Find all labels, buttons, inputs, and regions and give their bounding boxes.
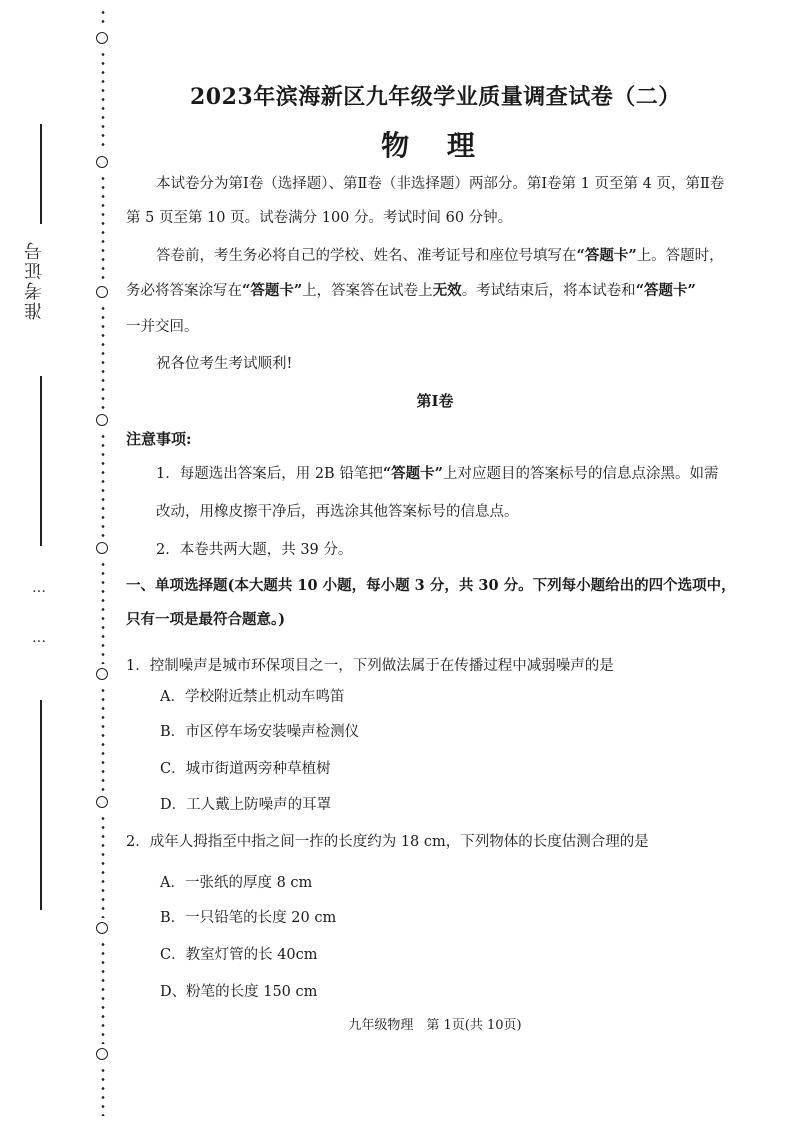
page-footer: 九年级物理 第 1页(共 10页): [348, 1018, 522, 1033]
intro-line-2: 第 5 页至第 10 页。试卷满分 100 分。考试时间 60 分钟。: [126, 210, 513, 226]
notice-1-cont: 改动，用橡皮擦干净后，再选涂其他答案标号的信息点。: [156, 504, 519, 520]
question-2-option-a: A．一张纸的厚度 8 cm: [160, 875, 313, 891]
binding-hole: [96, 156, 108, 168]
section1-heading: 一、单项选择题(本大题共 10 小题，每小题 3 分，共 30 分。下列每小题给出的四个选项中，: [126, 577, 736, 594]
dotted-line: [100, 940, 106, 1044]
notice-1: [126, 456, 768, 492]
margin-mark: …: [32, 630, 46, 646]
binding-hole: [96, 414, 108, 426]
school-underline: [40, 700, 42, 910]
part1-heading: 第Ⅰ卷: [416, 392, 454, 410]
binding-hole: [96, 1048, 108, 1060]
wish-line: 祝各位考生考试顺利!: [156, 356, 293, 372]
question-2-stem: 2．成年人拇指至中指之间一拃的长度约为 18 cm，下列物体的长度估测合理的是: [126, 834, 649, 850]
intro-text: 务必将答案涂写在: [126, 283, 242, 299]
section1-heading-cont: 只有一项是最符合题意。): [126, 611, 286, 628]
question-2-option-c: C．教室灯管的长 40cm: [160, 947, 318, 963]
binding-margin: [96, 0, 110, 1123]
exam-title: 2023年滨海新区九年级学业质量调查试卷（二）: [190, 84, 681, 110]
candidate-number-underline: [40, 124, 42, 224]
question-1-option-a: A．学校附近禁止机动车鸣笛: [160, 689, 345, 705]
answer-card-term: “答题卡”: [635, 282, 696, 299]
dotted-line: [100, 432, 106, 538]
dotted-line: [100, 560, 106, 664]
notice-text: 1．每题选出答案后，用 2B 铅笔把: [156, 466, 383, 482]
question-2-option-b: B．一只铅笔的长度 20 cm: [160, 910, 337, 926]
binding-hole: [96, 668, 108, 680]
answer-card-term: “答题卡”: [576, 247, 637, 264]
margin-mark: …: [32, 580, 46, 596]
intro-line-3: [126, 238, 768, 274]
question-2-option-d: D、粉笔的长度 150 cm: [160, 984, 318, 1000]
intro-text: 。考试结束后，将本试卷和: [461, 283, 636, 299]
intro-text: 答卷前，考生务必将自己的学校、姓名、准考证号和座位号填写在: [156, 248, 577, 264]
binding-hole: [96, 542, 108, 554]
dotted-line: [100, 304, 106, 410]
intro-text: 上。答题时，: [636, 248, 724, 264]
intro-line-1: 本试卷分为第Ⅰ卷（选择题）、第Ⅱ卷（非选择题）两部分。第Ⅰ卷第 1 页至第 4 页，第Ⅱ卷: [156, 176, 725, 192]
candidate-number-label: 准考证号: [24, 240, 45, 320]
binding-hole: [96, 32, 108, 44]
notice-text: 上对应题目的答案标号的信息点涂黑。如需: [443, 466, 719, 482]
answer-card-term: “答题卡”: [242, 282, 303, 299]
question-1-option-c: C．城市街道两旁种草植树: [160, 761, 331, 777]
intro-text: 上，答案答在试卷上: [302, 283, 433, 299]
question-1-option-b: B．市区停车场安装噪声检测仪: [160, 724, 360, 740]
invalid-term: 无效: [432, 282, 462, 299]
notice-title: 注意事项:: [126, 430, 192, 448]
subject-title: 物 理: [381, 129, 489, 162]
answer-card-term: “答题卡”: [382, 465, 444, 482]
binding-hole: [96, 286, 108, 298]
dotted-line: [100, 8, 106, 28]
question-1-option-d: D．工人戴上防噪声的耳罩: [160, 797, 332, 813]
intro-line-5: 一并交回。: [126, 319, 199, 335]
binding-hole: [96, 922, 108, 934]
binding-hole: [96, 796, 108, 808]
dotted-line: [100, 174, 106, 282]
dotted-line: [100, 686, 106, 792]
notice-2: 2．本卷共两大题，共 39 分。: [156, 542, 353, 558]
dotted-line: [100, 1066, 106, 1116]
dotted-line: [100, 50, 106, 150]
dotted-line: [100, 814, 106, 918]
name-underline: [40, 376, 42, 546]
intro-line-4: [126, 273, 738, 309]
question-1-stem: 1．控制噪声是城市环保项目之一，下列做法属于在传播过程中减弱噪声的是: [126, 658, 614, 674]
